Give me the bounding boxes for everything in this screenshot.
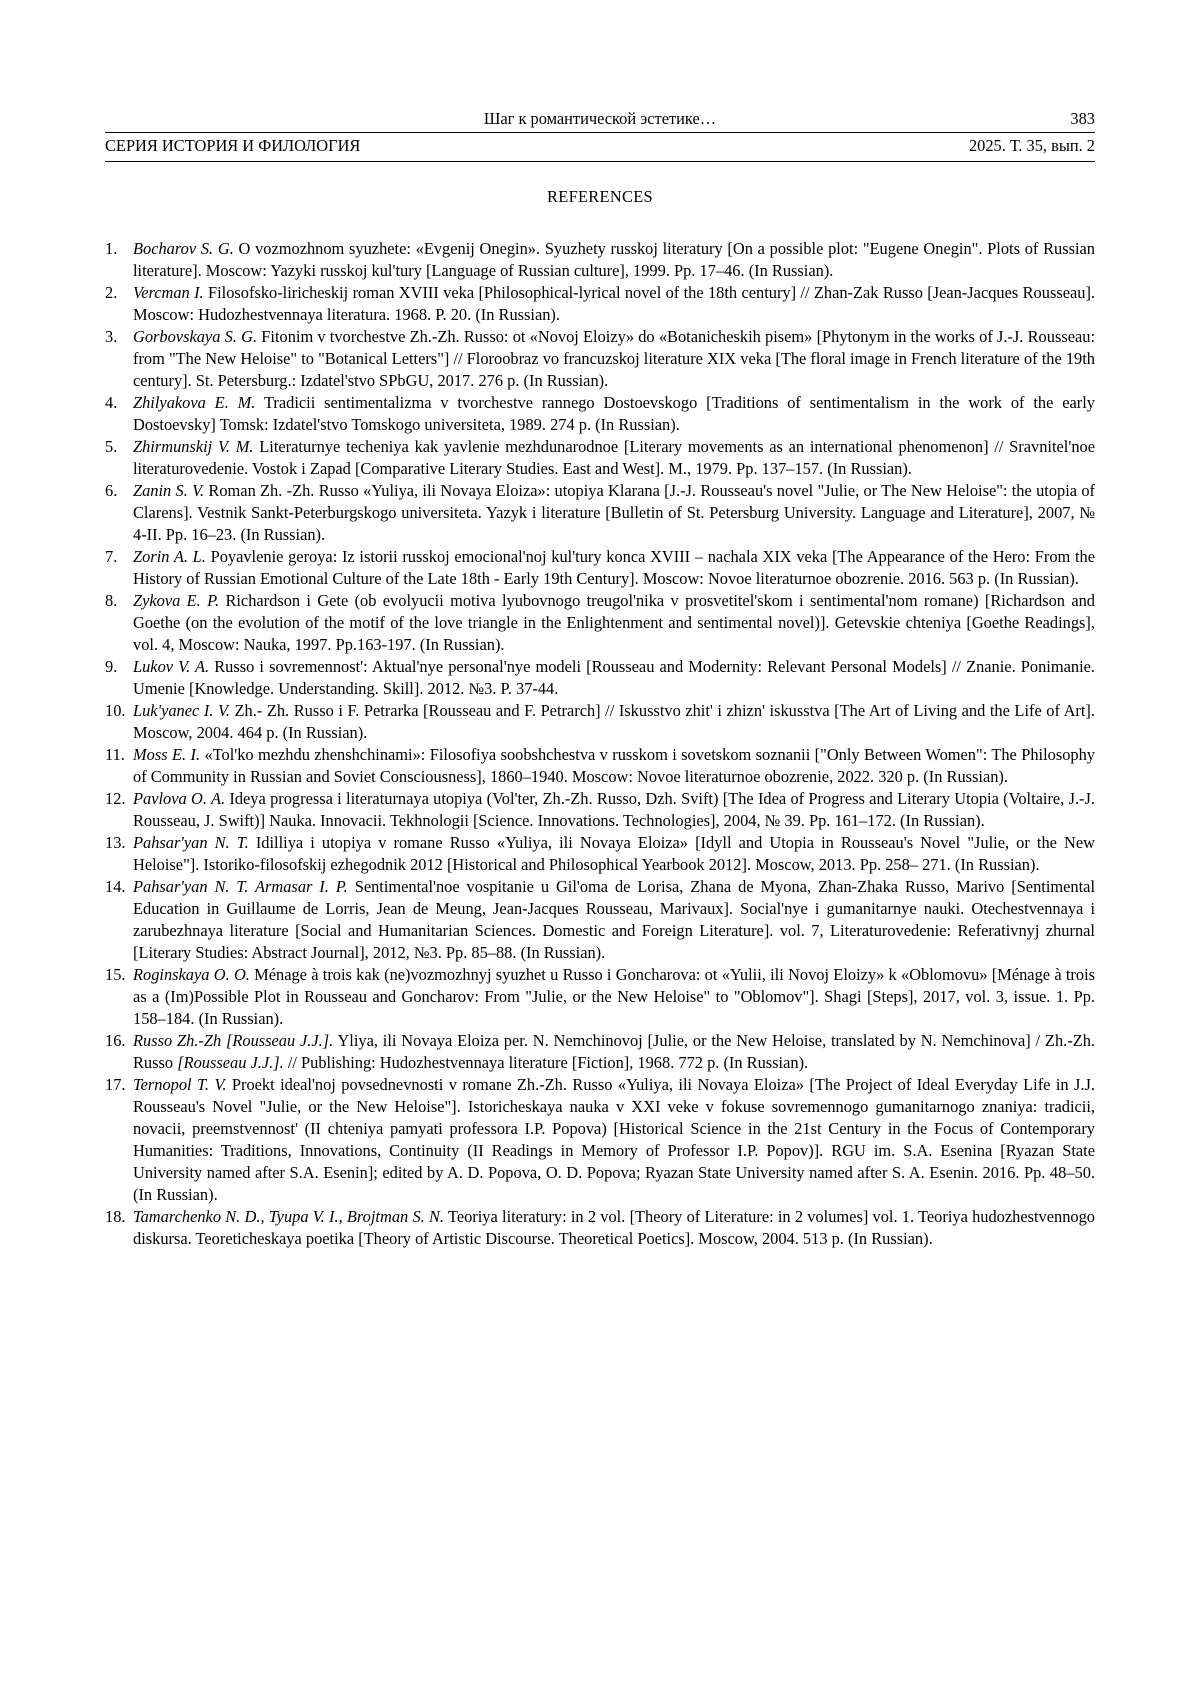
reference-number: 3.: [105, 327, 118, 346]
reference-author-segment: Ternopol T. V.: [133, 1075, 227, 1094]
reference-author-segment: Gorbovskaya S. G.: [133, 327, 258, 346]
reference-item: [105, 1030, 1095, 1074]
reference-author-segment: Zorin A. L.: [133, 547, 206, 566]
reference-item: [105, 480, 1095, 546]
reference-number: 17.: [105, 1075, 126, 1094]
reference-text-segment: Russo i sovremennost': Aktual'nye personal'nye modeli [Rousseau and Modernity: Relevant Personal Models] // Znanie. Ponimanie. Umenie [Knowledge. Understanding. Skill]. 2012. №3. P. 37-44.: [133, 657, 1096, 698]
reference-text-segment: Yliya, ili Novaya Eloiza per. N. Nemchinovoj [Julie, or the New Heloise, translated by N. Nemchinova] / Zh.-Zh. Russo: [133, 1031, 1095, 1072]
reference-author-segment: Zykova E. P.: [133, 591, 220, 610]
reference-text-segment: Zh.- Zh. Russo i F. Petrarka [Rousseau and F. Petrarch] // Iskusstvo zhit' i zhizn' iskusstva [The Art of Living and the Life of Art]. Moscow, 2004. 464 p. (In Russian).: [133, 701, 1095, 742]
reference-text: [133, 744, 1095, 788]
page-number: 383: [1070, 109, 1095, 128]
page-header: [105, 108, 1095, 162]
reference-number: 4.: [105, 393, 118, 412]
reference-text: [133, 480, 1095, 546]
reference-text-segment: Teoriya literatury: in 2 vol. [Theory of Literature: in 2 volumes] vol. 1. Teoriya hudozhestvennogo diskursa. Teoreticheskaya poetika [Theory of Artistic Discourse. Theoretical Poetics]. Moscow, 2004. 513 p. (In Russian).: [133, 1207, 1096, 1248]
reference-text-segment: Fitonim v tvorchestve Zh.-Zh. Russo: ot «Novoj Eloizy» do «Botanicheskih pisem» [Phytonym in the works of J.-J. Rousseau: from "The New Heloise" to "Botanical Letters"] // Floroobraz vo francuzskoj literature XIX veka [The floral image in French literature of the 19th century]. St. Petersburg.: Izdatel'stvo SPbGU, 2017. 276 p. (In Russian).: [133, 327, 1095, 390]
reference-text: [133, 590, 1095, 656]
reference-text-segment: Ménage à trois kak (ne)vozmozhnyj syuzhet u Russo i Goncharova: ot «Yulii, ili Novoj Eloizy» k «Oblomovu» [Ménage à trois as a (Im)Possible Plot in Rousseau and Goncharov: From "Julie, or the New Heloise" to "Oblomov"]. Shagi [Steps], 2017, vol. 3, issue. 1. Pp. 158–184. (In Russian).: [133, 965, 1095, 1028]
reference-text: [133, 876, 1095, 964]
reference-author-segment: Pavlova O. A.: [133, 789, 226, 808]
reference-author-segment: Pahsar'yan N. T. Armasar I. P.: [133, 877, 348, 896]
reference-text-segment: Poyavlenie geroya: Iz istorii russkoj emocional'noj kul'tury konca XVIII – nachala XIX veka [The Appearance of the Hero: From the History of Russian Emotional Culture of the Late 18th - Early 19th Century]. Moscow: Novoe literaturnoe obozrenie. 2016. 563 p. (In Russian).: [133, 547, 1095, 588]
reference-author-segment: Zanin S. V.: [133, 481, 205, 500]
series-title: СЕРИЯ ИСТОРИЯ И ФИЛОЛОГИЯ: [105, 136, 361, 155]
reference-text: [133, 788, 1095, 832]
issue-info: 2025. Т. 35, вып. 2: [968, 136, 1095, 155]
reference-text-segment: O vozmozhnom syuzhete: «Evgenij Onegin». Syuzhety russkoj literatury [On a possible plot: "Eugene Onegin". Plots of Russian literature]. Moscow: Yazyki russkoj kul'tury [Language of Russian culture], 1999. Pp. 17–46. (In Russian).: [133, 239, 1095, 280]
reference-author-segment: Russo Zh.-Zh [Rousseau J.J.].: [133, 1031, 334, 1050]
reference-text-segment: «Tol'ko mezhdu zhenshchinami»: Filosofiya soobshchestva v russkom i sovetskom soznanii ["Only Between Women": The Philosophy of Community in Russian and Soviet Consciousness], 1860–1940. Moscow: Novoe literaturnoe obozrenie, 2022. 320 p. (In Russian).: [133, 745, 1095, 786]
reference-text-segment: Proekt ideal'noj povsednevnosti v romane Zh.-Zh. Russo «Yuliya, ili Novaya Eloiza» [The Project of Ideal Everyday Life in J.J. Rousseau's Novel "Julie, or the New Heloise"]. Istoricheskaya nauka v XXI veke v fokuse sovremennogo gumanitarnogo znaniya: tradicii, novacii, preemstvennost' (II chteniya pamyati professora I.P. Popova) [Historical Science in the 21st Century in the Focus of Contemporary Humanities: Traditions, Innovations, Continuity (II Readings in Memory of Professor I.P. Popov)]. RGU im. S.A. Esenina [Ryazan State University named after S.A. Esenin]; edited by A. D. Popova, O. D. Popova; Ryazan State University named after S. A. Esenin. 2016. Pp. 48–50. (In Russian).: [133, 1075, 1095, 1204]
reference-number: 1.: [105, 239, 118, 258]
reference-text-segment: Filosofsko-liricheskij roman XVIII veka [Philosophical-lyrical novel of the 18th century] // Zhan-Zak Russo [Jean-Jacques Rousseau]. Moscow: Hudozhestvennaya literatura. 1968. P. 20. (In Russian).: [133, 283, 1095, 324]
reference-author-segment: Tamarchenko N. D., Tyupa V. I., Brojtman S. N.: [133, 1207, 445, 1226]
reference-text: [133, 700, 1095, 744]
reference-text: [133, 326, 1095, 392]
reference-number: 16.: [105, 1031, 126, 1050]
reference-item: [105, 326, 1095, 392]
series-row: [105, 133, 1095, 162]
reference-item: [105, 656, 1095, 700]
reference-number: 5.: [105, 437, 118, 456]
reference-number: 10.: [105, 701, 126, 720]
references-list: [105, 238, 1095, 1250]
reference-number: 6.: [105, 481, 118, 500]
reference-text-segment: // Publishing: Hudozhestvennaya literature [Fiction], 1968. 772 p. (In Russian).: [283, 1053, 809, 1072]
reference-author-segment: Roginskaya O. O.: [133, 965, 250, 984]
reference-number: 13.: [105, 833, 126, 852]
reference-item: [105, 832, 1095, 876]
reference-text-segment: Ideya progressa i literaturnaya utopiya (Vol'ter, Zh.-Zh. Russo, Dzh. Svift) [The Idea of Progress and Literary Utopia (Voltaire, J.-J. Rousseau, J. Swift)] Nauka. Innovacii. Tekhnologii [Science. Innovations. Technologies], 2004, № 39. Pp. 161–172. (In Russian).: [133, 789, 1095, 830]
reference-author-segment: Moss E. I.: [133, 745, 201, 764]
reference-item: [105, 700, 1095, 744]
reference-author-segment: Bocharov S. G.: [133, 239, 234, 258]
reference-item: [105, 436, 1095, 480]
reference-item: [105, 392, 1095, 436]
reference-item: [105, 590, 1095, 656]
reference-text: [133, 436, 1095, 480]
reference-text: [133, 656, 1095, 700]
reference-author-segment: Zhirmunskij V. M.: [133, 437, 254, 456]
reference-text-segment: Roman Zh. -Zh. Russo «Yuliya, ili Novaya Eloiza»: utopiya Klarana [J.-J. Rousseau's novel "Julie, or The New Heloise": the utopia of Clarens]. Vestnik Sankt-Peterburgskogo universiteta. Yazyk i literature [Bulletin of St. Petersburg University. Language and Literature], 2007, № 4-II. Pp. 16–23. (In Russian).: [133, 481, 1095, 544]
section-title: REFERENCES: [547, 187, 653, 206]
reference-number: 18.: [105, 1207, 126, 1226]
reference-number: 11.: [105, 745, 125, 764]
reference-number: 7.: [105, 547, 118, 566]
reference-author-segment: [Rousseau J.J.].: [177, 1053, 284, 1072]
reference-number: 9.: [105, 657, 118, 676]
reference-text-segment: Sentimental'noe vospitanie u Gil'oma de Lorisa, Zhana de Myona, Zhan-Zhaka Russo, Marivo [Sentimental Education in Guillaume de Lorris, Jean de Meung, Jean-Jacques Rousseau, Marivaux]. Social'nye i gumanitarnye nauki. Otechestvennaya i zarubezhnaya literature [Social and Humanitarian Sciences. Domestic and Foreign Literature]. vol. 7, Literaturovedenie: Referativnyj zhurnal [Literary Studies: Abstract Journal], 2012, №3. Pp. 85–88. (In Russian).: [133, 877, 1095, 962]
reference-text: [133, 832, 1095, 876]
running-head-row: [105, 108, 1095, 133]
reference-author-segment: Pahsar'yan N. T.: [133, 833, 249, 852]
reference-text: [133, 1030, 1095, 1074]
reference-item: [105, 1206, 1095, 1250]
reference-number: 14.: [105, 877, 126, 896]
reference-number: 15.: [105, 965, 126, 984]
reference-number: 8.: [105, 591, 118, 610]
reference-item: [105, 282, 1095, 326]
reference-item: [105, 1074, 1095, 1206]
reference-author-segment: Lukov V. A.: [133, 657, 210, 676]
reference-author-segment: Zhilyakova E. M.: [133, 393, 256, 412]
reference-text-segment: Tradicii sentimentalizma v tvorchestve rannego Dostoevskogo [Traditions of sentimentalism in the work of the early Dostoevsky] Tomsk: Izdatel'stvo Tomskogo universiteta, 1989. 274 p. (In Russian).: [133, 393, 1095, 434]
reference-item: [105, 546, 1095, 590]
reference-author-segment: Vercman I.: [133, 283, 204, 302]
reference-item: [105, 964, 1095, 1030]
reference-number: 12.: [105, 789, 126, 808]
reference-text: [133, 964, 1095, 1030]
reference-text: [133, 1074, 1095, 1206]
reference-author-segment: Luk'yanec I. V.: [133, 701, 230, 720]
reference-number: 2.: [105, 283, 118, 302]
reference-item: [105, 876, 1095, 964]
running-title: Шаг к романтической эстетике…: [483, 109, 717, 128]
reference-item: [105, 788, 1095, 832]
reference-item: [105, 744, 1095, 788]
reference-text-segment: Idilliya i utopiya v romane Russo «Yuliya, ili Novaya Eloiza» [Idyll and Utopia in Rousseau's Novel "Julie, or the New Heloise"]. Istoriko-filosofskij ezhegodnik 2012 [Historical and Philosophical Yearbook 2012]. Moscow, 2013. Pp. 258– 271. (In Russian).: [133, 833, 1095, 874]
reference-text-segment: Literaturnye techeniya kak yavlenie mezhdunarodnoe [Literary movements as an international phenomenon] // Sravnitel'noe literaturovedenie. Vostok i Zapad [Comparative Literary Studies. East and West]. M., 1979. Pp. 137–157. (In Russian).: [133, 437, 1095, 478]
reference-text: [133, 238, 1095, 282]
reference-text: [133, 392, 1095, 436]
reference-text: [133, 282, 1095, 326]
reference-text: [133, 1206, 1095, 1250]
reference-item: [105, 238, 1095, 282]
reference-text-segment: Richardson i Gete (ob evolyucii motiva lyubovnogo treugol'nika v prosvetitel'skom i sentimental'nom romane) [Richardson and Goethe (on the evolution of the motif of the love triangle in the Enlightenment and sentimental novel)]. Getevskie chteniya [Goethe Readings], vol. 4, Moscow: Nauka, 1997. Pp.163-197. (In Russian).: [133, 591, 1095, 654]
reference-text: [133, 546, 1095, 590]
